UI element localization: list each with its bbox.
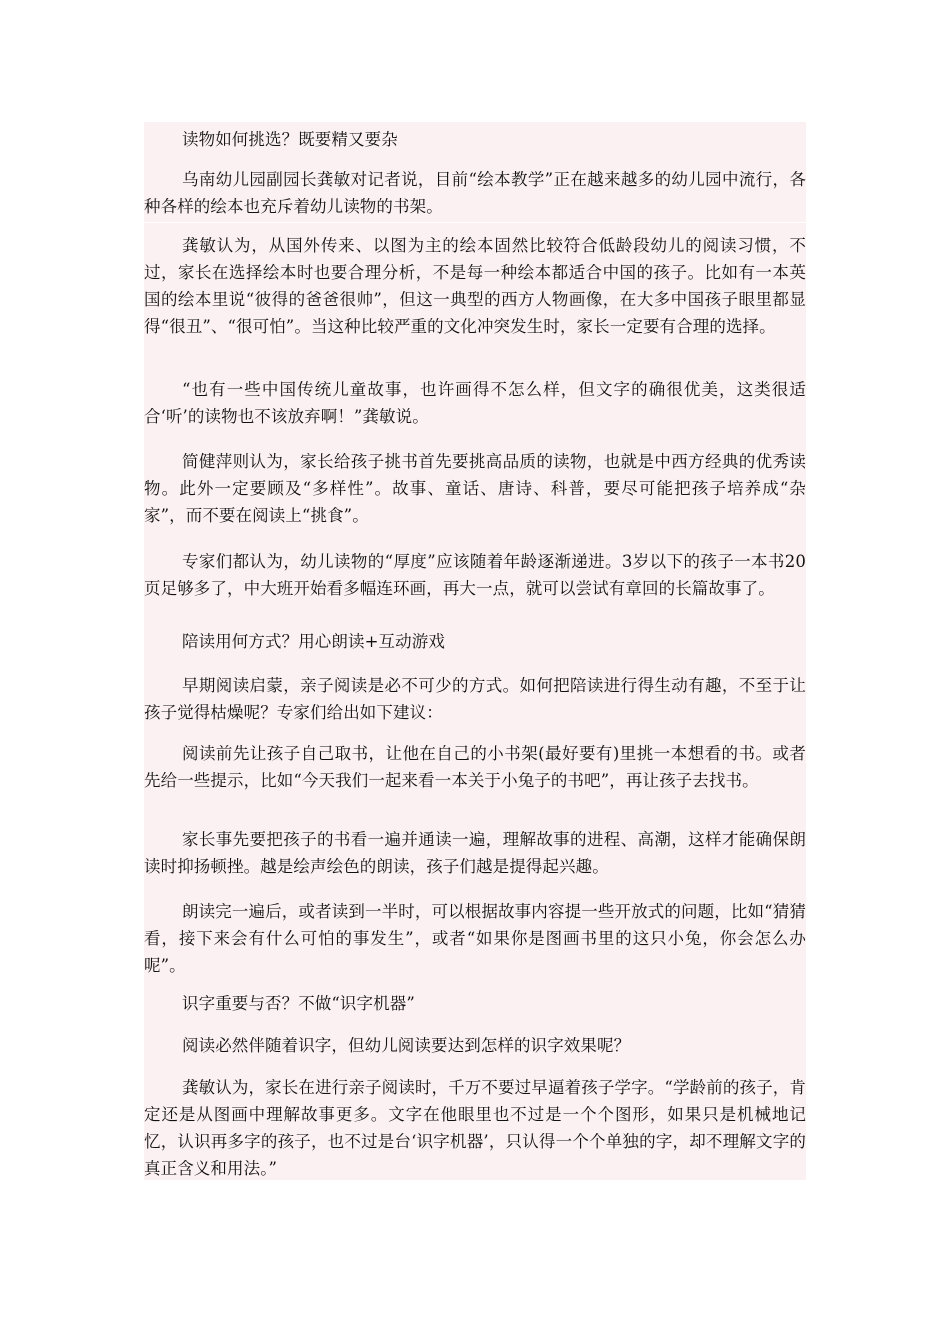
paragraph: 朗读完一遍后，或者读到一半时，可以根据故事内容提一些开放式的问题，比如“猜猜看，接下来会有什么可怕的事发生”，或者“如果你是图画书里的这只小兔，你会怎么办呢”。 [144,902,806,975]
paragraph: “也有一些中国传统儿童故事，也许画得不怎么样，但文字的确很优美，这类很适合‘听’的读物也不该放弃啊！”龚敏说。 [144,380,806,426]
paragraph: 龚敏认为，家长在进行亲子阅读时，千万不要过早逼着孩子学字。“学龄前的孩子，肯定还是从图画中理解故事更多。文字在他眼里也不过是一个个图形，如果只是机械地记忆，认识再多字的孩子，也不过是台‘识字机器’，只认得一个个单独的字，却不理解文字的真正含义和用法。” [144,1078,806,1178]
paragraph-separator [144,222,806,223]
article-body [144,122,806,1180]
paragraph: 乌南幼儿园副园长龚敏对记者说，目前“绘本教学”正在越来越多的幼儿园中流行，各种各样的绘本也充斥着幼儿读物的书架。 [144,170,806,216]
paragraph: 龚敏认为，从国外传来、以图为主的绘本固然比较符合低龄段幼儿的阅读习惯，不过，家长在选择绘本时也要合理分析，不是每一种绘本都适合中国的孩子。比如有一本英国的绘本里说“彼得的爸爸很帅”，但这一典型的西方人物画像，在大多中国孩子眼里都显得“很丑”、“很可怕”。当这种比较严重的文化冲突发生时，家长一定要有合理的选择。 [144,236,806,336]
paragraph: 简健萍则认为，家长给孩子挑书首先要挑高品质的读物，也就是中西方经典的优秀读物。此外一定要顾及“多样性”。故事、童话、唐诗、科普，要尽可能把孩子培养成“杂家”，而不要在阅读上“挑食”。 [144,452,806,525]
paragraph: 阅读前先让孩子自己取书，让他在自己的小书架(最好要有)里挑一本想看的书。或者先给一些提示，比如“今天我们一起来看一本关于小兔子的书吧”，再让孩子去找书。 [144,744,806,790]
paragraph: 阅读必然伴随着识字，但幼儿阅读要达到怎样的识字效果呢？ [182,1036,631,1055]
paragraph: 专家们都认为，幼儿读物的“厚度”应该随着年龄逐渐递进。3岁以下的孩子一本书20页足够多了，中大班开始看多幅连环画，再大一点，就可以尝试有章回的长篇故事了。 [144,552,806,598]
section-heading-reading-selection: 读物如何挑选？既要精又要杂 [182,130,398,149]
section-heading-reading-method: 陪读用何方式？用心朗读+互动游戏 [182,632,445,651]
paragraph: 早期阅读启蒙，亲子阅读是必不可少的方式。如何把陪读进行得生动有趣，不至于让孩子觉得枯燥呢？专家们给出如下建议： [144,676,806,722]
paragraph: 家长事先要把孩子的书看一遍并通读一遍，理解故事的进程、高潮，这样才能确保朗读时抑扬顿挫。越是绘声绘色的朗读，孩子们越是提得起兴趣。 [144,830,806,876]
section-heading-literacy: 识字重要与否？不做“识字机器” [182,994,415,1013]
